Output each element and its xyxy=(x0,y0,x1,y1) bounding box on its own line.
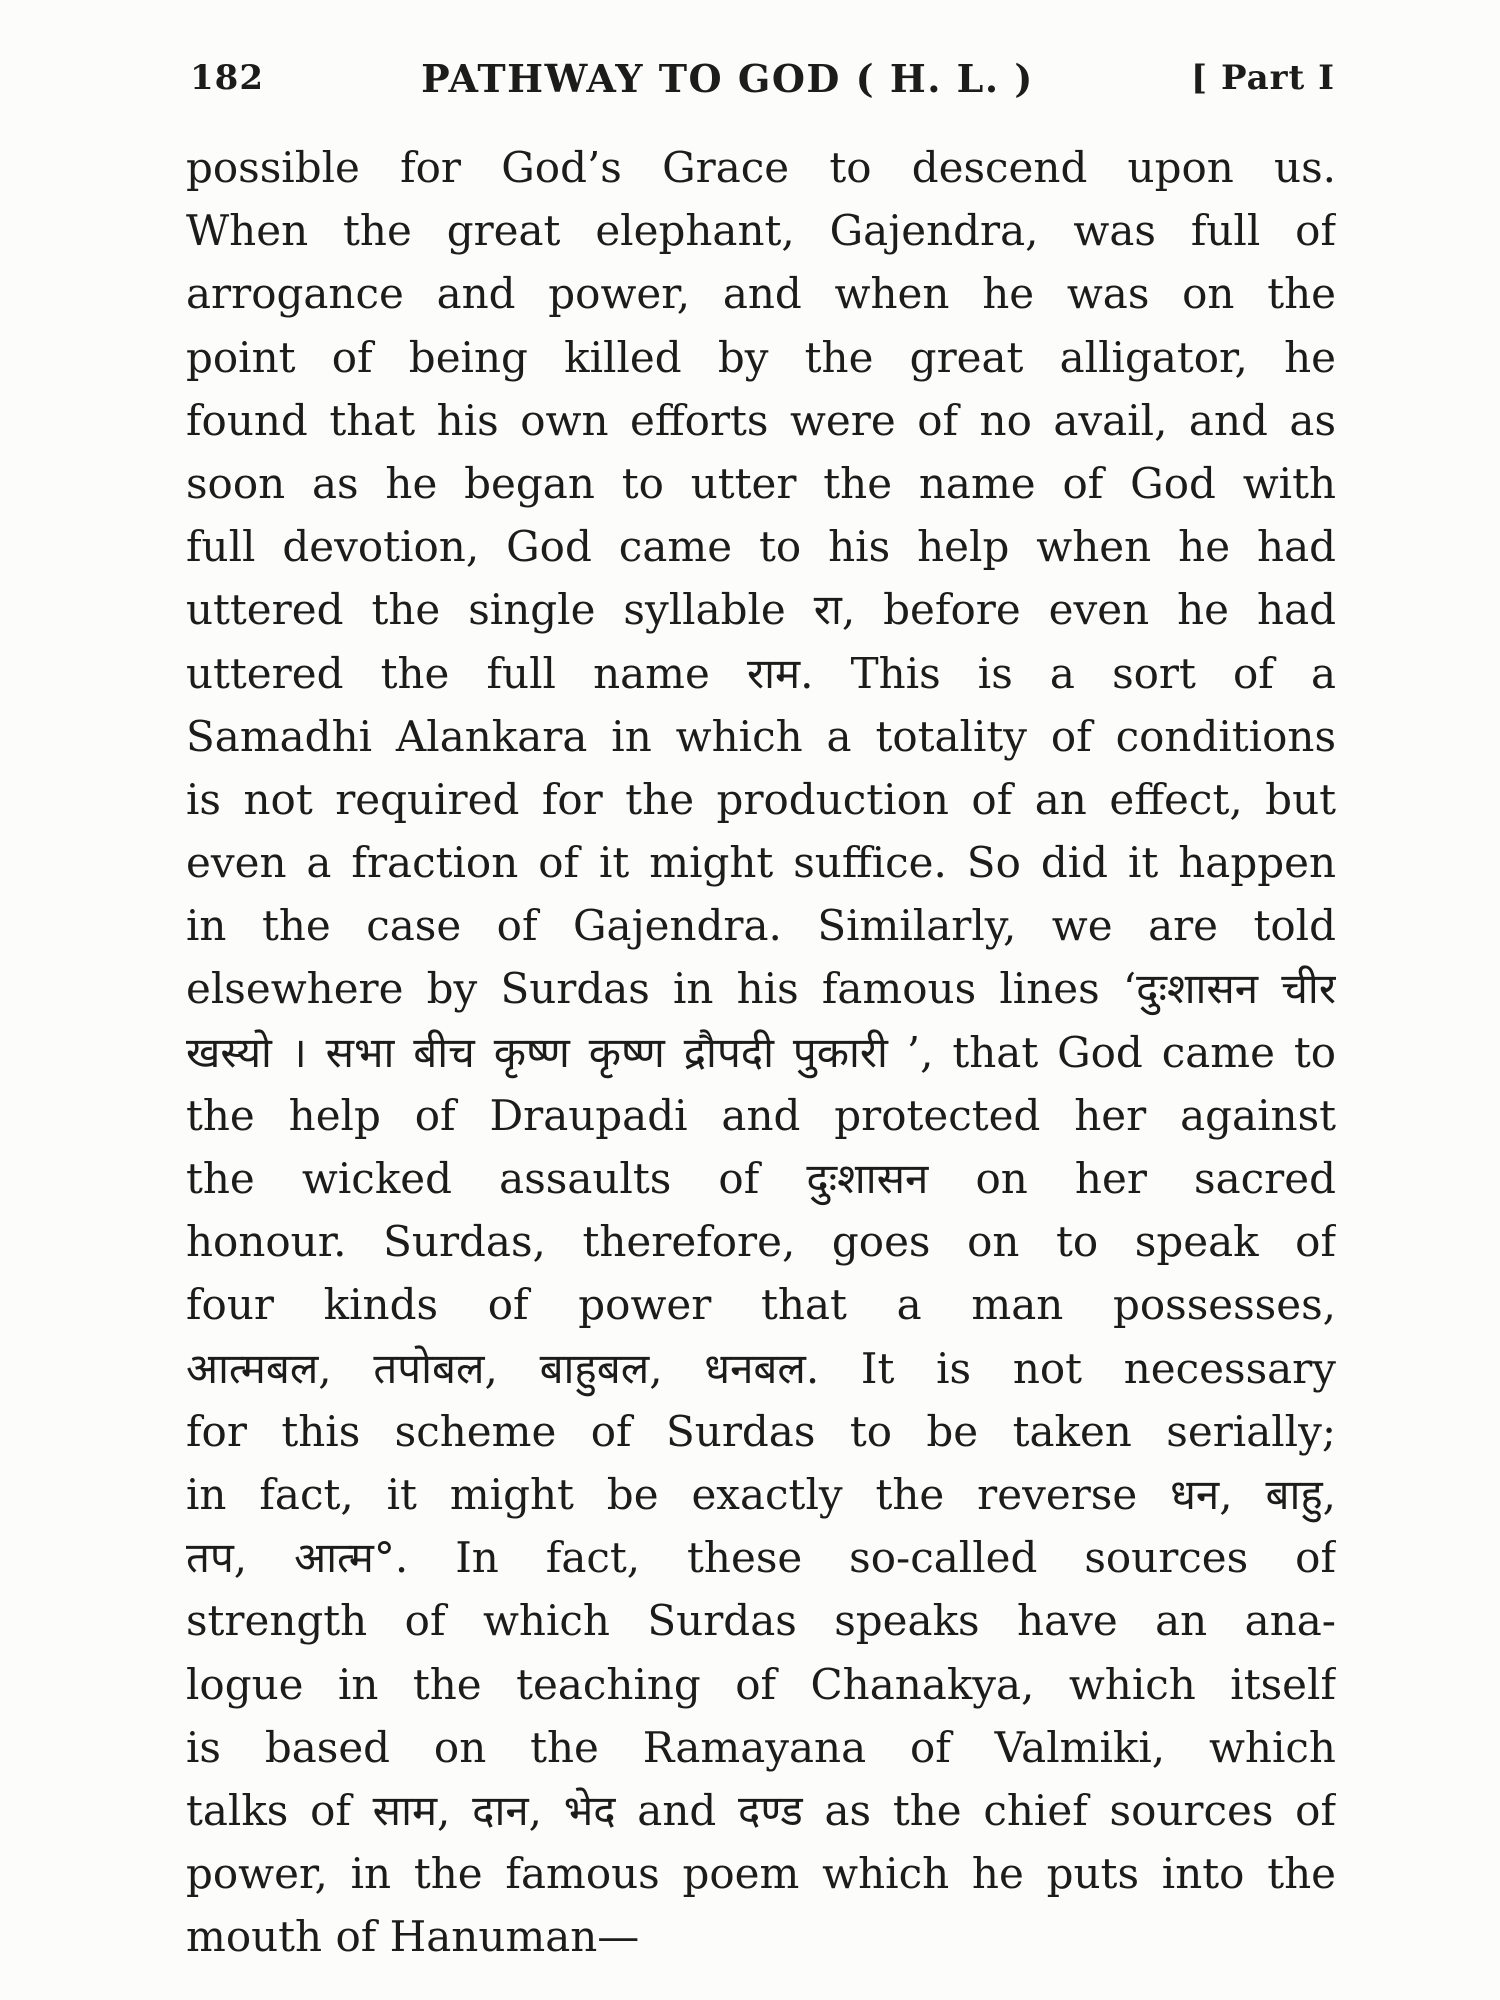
text-line: honour. Surdas, therefore, goes on to speak of xyxy=(186,1217,1336,1267)
text-line: point of being killed by the great alligator, he xyxy=(186,332,1336,382)
text-line: आत्मबल, तपोबल, बाहुबल, धनबल. It is not necessary xyxy=(186,1343,1336,1393)
text-line: खस्यो । सभा बीच कृष्ण कृष्ण द्रौपदी पुकारी ’, that God came to xyxy=(186,1027,1336,1077)
text-line: found that his own efforts were of no avail, and as xyxy=(186,395,1336,445)
text-line: the help of Draupadi and protected her against xyxy=(186,1090,1336,1140)
text-line: for this scheme of Surdas to be taken serially; xyxy=(186,1406,1336,1456)
page-number: 182 xyxy=(190,58,264,98)
text-line: even a fraction of it might suffice. So did it happen xyxy=(186,838,1336,888)
running-title: PATHWAY TO GOD ( H. L. ) xyxy=(421,55,1034,101)
text-line: strength of which Surdas speaks have an ana- xyxy=(186,1596,1336,1646)
text-line: तप, आत्म°. In fact, these so-called sources of xyxy=(186,1533,1336,1583)
text-line: arrogance and power, and when he was on the xyxy=(186,269,1336,319)
text-line: full devotion, God came to his help when he had xyxy=(186,522,1336,572)
text-line: uttered the full name राम. This is a sort of a xyxy=(186,648,1336,698)
text-line: the wicked assaults of दुःशासन on her sacred xyxy=(186,1154,1336,1203)
text-line: possible for God’s Grace to descend upon us. xyxy=(186,143,1336,192)
text-line: elsewhere by Surdas in his famous lines ‘दुःशासन चीर xyxy=(186,964,1336,1014)
text-line: uttered the single syllable रा, before even he had xyxy=(186,585,1336,635)
body-text xyxy=(186,136,1336,1968)
text-line: mouth of Hanuman— xyxy=(186,1912,640,1962)
text-line: logue in the teaching of Chanakya, which itself xyxy=(186,1659,1336,1709)
text-line: talks of साम, दान, भेद and दण्ड as the chief sources of xyxy=(186,1785,1336,1835)
text-line: four kinds of power that a man possesses, xyxy=(186,1280,1336,1330)
text-line: is based on the Ramayana of Valmiki, which xyxy=(186,1722,1336,1772)
text-line: soon as he began to utter the name of God with xyxy=(186,458,1336,508)
text-line: power, in the famous poem which he puts into the xyxy=(186,1849,1336,1899)
text-line: When the great elephant, Gajendra, was full of xyxy=(186,206,1336,256)
text-line: in the case of Gajendra. Similarly, we are told xyxy=(186,901,1336,951)
text-line: in fact, it might be exactly the reverse धन, बाहु, xyxy=(186,1469,1336,1519)
text-line: Samadhi Alankara in which a totality of conditions xyxy=(186,711,1336,761)
part-label: [ Part I xyxy=(1191,58,1335,98)
running-head xyxy=(190,48,1335,108)
text-line: is not required for the production of an effect, but xyxy=(186,774,1336,824)
